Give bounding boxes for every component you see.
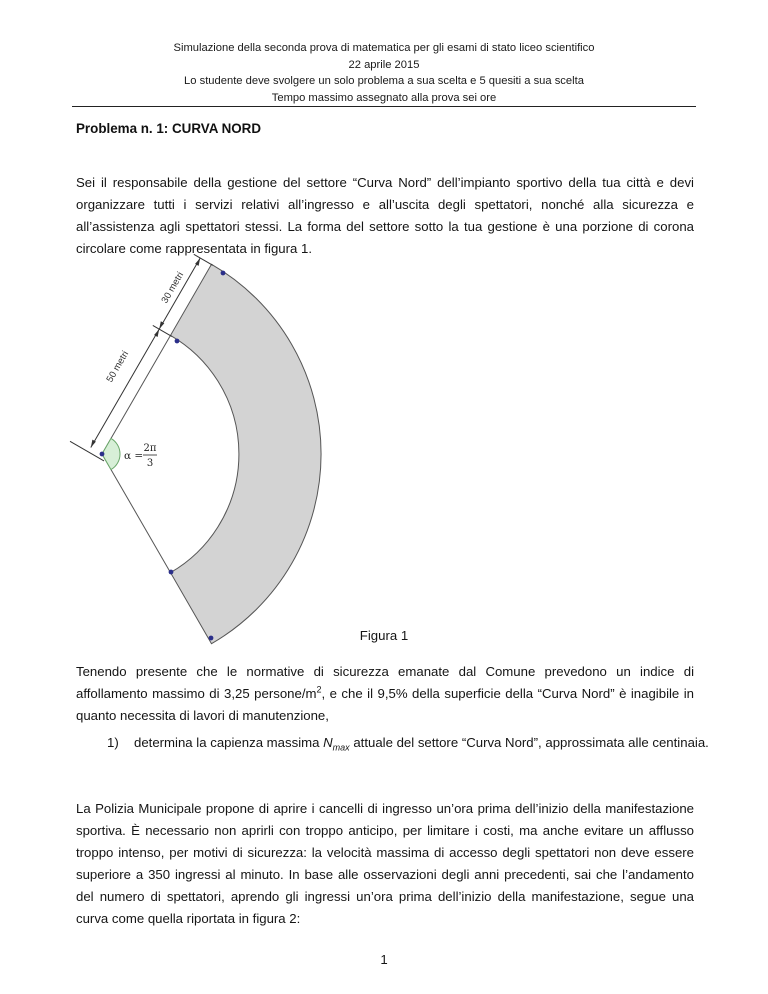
upper-radius-line — [102, 335, 171, 454]
curva-nord-sector — [171, 264, 322, 643]
question-text-pre: determina la capienza massima — [134, 735, 324, 750]
inner-radius-label: 50 metri — [104, 349, 132, 385]
center-point — [100, 452, 105, 457]
header-line-4: Tempo massimo assegnato alla prova sei ore — [271, 91, 497, 104]
safety-text-part-1: Tenendo presente che le normative di sicurezza emanate dal Comune prevedono un indice di affollamento massimo di 3,25 persone/m — [76, 664, 694, 701]
extension-tick — [70, 441, 104, 461]
question-text-post: attuale del settore “Curva Nord”, approssimata alle centinaia. — [349, 735, 709, 750]
header-line-2: 22 aprile 2015 — [348, 58, 420, 71]
page-number: 1 — [380, 952, 388, 967]
safety-text-part-2: , e che il 9,5% della superficie della “Curva Nord” è inagibile in quanto necessita di lavori di manutenzione, — [76, 686, 694, 723]
header-line-3: Lo studente deve svolgere un solo problema a sua scelta e 5 quesiti a sua scelta — [184, 75, 584, 87]
header-line-1: Simulazione della seconda prova di matematica per gli esami di stato liceo scientifico — [173, 42, 595, 54]
angle-numerator: 2π — [143, 443, 157, 454]
inner-bottom-point — [169, 570, 174, 575]
dimension-line-50 — [91, 329, 159, 447]
angle-alpha-marker — [102, 438, 120, 469]
problem-title: Problema n. 1: CURVA NORD — [76, 121, 262, 136]
question-item-1 — [107, 732, 707, 759]
question-number: 1) — [107, 735, 119, 750]
safety-paragraph — [76, 661, 694, 727]
lower-radius-line — [102, 454, 171, 573]
police-paragraph: La Polizia Municipale propone di aprire i cancelli di ingresso un’ora prima dell’inizio della manifestazione sportiva. È necessario non aprirli con troppo anticipo, per limitare i costi, ma anche evitare un afflusso troppo intenso, per motivi di sicurezza: la velocità massima di accesso degli spettatori non deve essere superiore a 350 ingressi al minuto. In base alle osservazioni degli anni precedenti, sai che l’andamento del numero di spettatori, aprendo gli ingressi un’ora prima dell’inizio della manifestazione, segue una curva come quella riportata in figura 2: — [76, 801, 694, 926]
angle-alpha-label: α = — [124, 450, 144, 462]
width-label: 30 metri — [159, 270, 187, 306]
intro-paragraph: Sei il responsabile della gestione del settore “Curva Nord” dell’impianto sportivo della tua città e devi organizzare tutti i servizi relativi all’ingresso e all’uscita degli spettatori, nonché alla sicurezza e all’assistenza agli spettatori stessi. La forma del settore sotto la tua gestione è una porzione di corona circolare come rappresentata in figura 1. — [76, 175, 694, 256]
square-superscript: 2 — [316, 684, 322, 695]
n-max-variable: $N_{max}$ — [323, 735, 350, 753]
outer-top-point — [221, 271, 226, 276]
angle-denominator: 3 — [146, 458, 154, 469]
figure-caption: Figura 1 — [359, 628, 409, 643]
inner-top-point — [175, 339, 180, 344]
